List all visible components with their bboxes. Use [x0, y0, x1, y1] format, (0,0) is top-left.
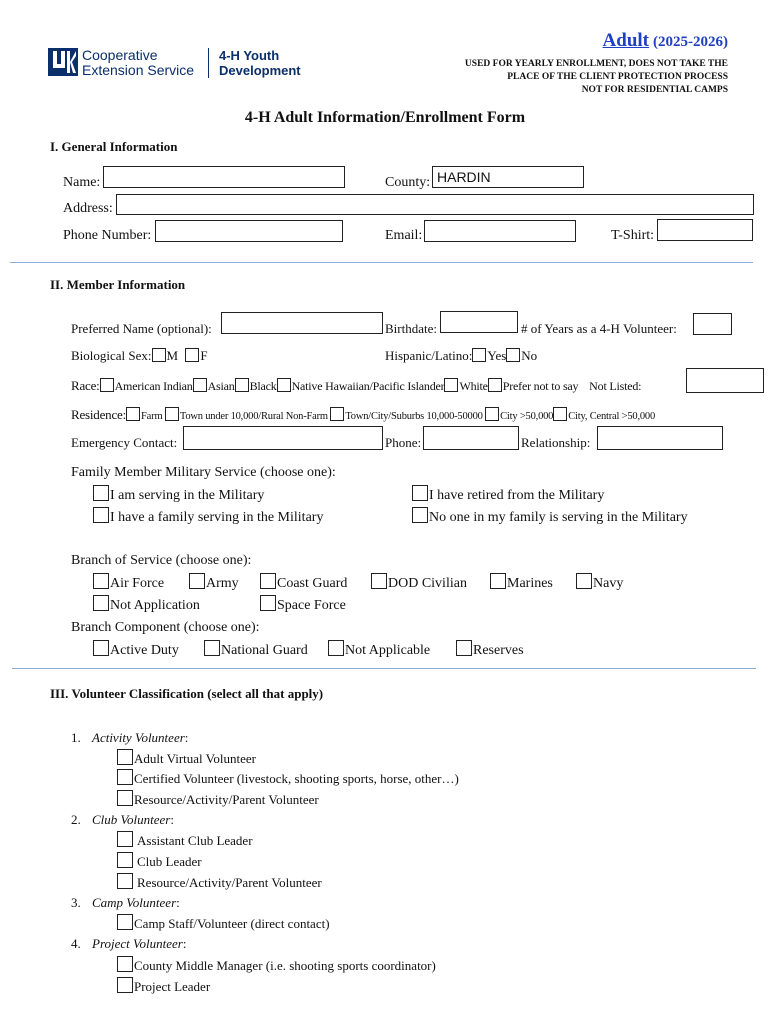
component-not-applicable-label: Not Applicable: [345, 643, 431, 658]
race-not-listed-label: Not Listed:: [589, 379, 642, 393]
phone-field[interactable]: [155, 220, 343, 242]
birthdate-label: Birthdate:: [385, 321, 437, 336]
section-general-heading: I. General Information: [50, 139, 178, 154]
hispanic-no-label: No: [521, 348, 538, 363]
tshirt-label: T-Shirt:: [611, 228, 655, 243]
branch-army-label: Army: [206, 576, 239, 591]
branch-navy-checkbox[interactable]: [576, 573, 592, 589]
component-national-guard-checkbox[interactable]: [204, 640, 220, 656]
logo-line-1: Cooperative: [82, 47, 158, 63]
notice-line-3: NOT FOR RESIDENTIAL CAMPS: [581, 85, 728, 95]
branch-air-force-label: Air Force: [110, 576, 165, 591]
vol-club-leader-label: Club Leader: [137, 854, 202, 869]
race-black-label: Black: [249, 379, 277, 393]
branch-army-checkbox[interactable]: [189, 573, 205, 589]
branch-not-application-label: Not Application: [110, 598, 200, 613]
uk-logo: [48, 48, 78, 81]
branch-coast-guard-label: Coast Guard: [277, 576, 348, 591]
county-field[interactable]: HARDIN: [432, 166, 584, 188]
vol-activity-resource-label: Resource/Activity/Parent Volunteer: [134, 792, 319, 807]
address-label: Address:: [63, 201, 113, 216]
race-asian-label: Asian: [207, 379, 235, 393]
logo-line-2: Extension Service: [82, 62, 195, 78]
component-reserves-checkbox[interactable]: [456, 640, 472, 656]
vol-certified-checkbox[interactable]: [117, 769, 133, 785]
race-native-hawaiian-label: Native Hawaiian/Pacific Islander: [291, 379, 445, 393]
bio-sex-label: Biological Sex:: [71, 348, 152, 363]
branch-space-force-checkbox[interactable]: [260, 595, 276, 611]
vol-project-leader-checkbox[interactable]: [117, 977, 133, 993]
residence-suburbs-label: Town/City/Suburbs 10,000-50000: [345, 411, 483, 422]
sex-f-label: F: [200, 348, 208, 363]
section-rule-2: [12, 668, 756, 669]
vol-project-leader-label: Project Leader: [134, 979, 211, 994]
race-black-checkbox[interactable]: [235, 378, 249, 392]
preferred-name-label: Preferred Name (optional):: [71, 321, 212, 336]
race-not-listed-field[interactable]: [686, 368, 764, 393]
residence-city-central-label: City, Central >50,000: [568, 411, 656, 422]
residence-city-checkbox[interactable]: [485, 407, 499, 421]
sex-m-label: M: [166, 348, 179, 363]
year-badge: (2025-2026): [653, 34, 728, 50]
relationship-field[interactable]: [597, 426, 723, 450]
component-active-label: Active Duty: [110, 643, 179, 658]
vol-club-resource-checkbox[interactable]: [117, 873, 133, 889]
section-member-heading: II. Member Information: [50, 277, 186, 292]
birthdate-field[interactable]: [440, 311, 518, 333]
residence-farm-checkbox[interactable]: [126, 407, 140, 421]
vol-activity-resource-checkbox[interactable]: [117, 790, 133, 806]
military-none-label: No one in my family is serving in the Military: [429, 510, 688, 525]
notice-text: [465, 58, 728, 97]
military-retired-checkbox[interactable]: [412, 485, 428, 501]
vol-group-3-title: Camp Volunteer: [92, 895, 177, 910]
vol-camp-staff-label: Camp Staff/Volunteer (direct contact): [134, 916, 330, 931]
residence-farm-label: Farm: [141, 411, 163, 422]
notice-line-1: USED FOR YEARLY ENROLLMENT, DOES NOT TAKE THE: [464, 59, 728, 69]
vol-middle-manager-checkbox[interactable]: [117, 956, 133, 972]
uk-mark-icon: [48, 48, 78, 76]
years-volunteer-label: # of Years as a 4-H Volunteer:: [521, 321, 677, 336]
race-label: Race:: [71, 378, 100, 393]
race-native-hawaiian-checkbox[interactable]: [277, 378, 291, 392]
relationship-label: Relationship:: [521, 435, 591, 450]
vol-adult-virtual-label: Adult Virtual Volunteer: [134, 751, 256, 766]
branch-navy-label: Navy: [593, 576, 624, 591]
residence-city-central-checkbox[interactable]: [553, 407, 567, 421]
logo-right-1: 4-H Youth: [219, 48, 280, 63]
residence-town-checkbox[interactable]: [165, 407, 179, 421]
vol-adult-virtual-checkbox[interactable]: [117, 749, 133, 765]
component-not-applicable-checkbox[interactable]: [328, 640, 344, 656]
hispanic-yes-label: Yes: [487, 348, 507, 363]
race-american-indian-label: American Indian: [114, 379, 193, 393]
military-serving-label: I am serving in the Military: [110, 488, 265, 503]
vol-club-resource-label: Resource/Activity/Parent Volunteer: [137, 875, 322, 890]
years-volunteer-field[interactable]: [693, 313, 732, 335]
hispanic-yes-checkbox[interactable]: [472, 348, 486, 362]
branch-not-application-checkbox[interactable]: [93, 595, 109, 611]
notice-line-2: PLACE OF THE CLIENT PROTECTION PROCESS: [507, 72, 728, 82]
residence-city-label: City >50,000: [500, 411, 554, 422]
military-serving-checkbox[interactable]: [93, 485, 109, 501]
address-field[interactable]: [116, 194, 754, 215]
component-reserves-label: Reserves: [473, 643, 524, 658]
preferred-name-field[interactable]: [221, 312, 383, 334]
residence-suburbs-checkbox[interactable]: [330, 407, 344, 421]
race-prefer-not-label: Prefer not to say: [502, 379, 579, 393]
branch-dod-civilian-label: DOD Civilian: [388, 576, 467, 591]
logo-right-2: Development: [219, 63, 301, 78]
tshirt-field[interactable]: [657, 219, 753, 241]
vol-camp-staff-checkbox[interactable]: [117, 914, 133, 930]
military-label: Family Member Military Service (choose one):: [71, 465, 336, 480]
residence-town-label: Town under 10,000/Rural Non-Farm: [179, 411, 328, 422]
ec-phone-label: Phone:: [385, 435, 422, 450]
branch-coast-guard-checkbox[interactable]: [260, 573, 276, 589]
section-volunteer-heading: III. Volunteer Classification (select all that apply): [50, 686, 324, 701]
vol-group-2-num: 2.: [71, 812, 81, 827]
vol-certified-label: Certified Volunteer (livestock, shooting sports, horse, other…): [134, 771, 459, 786]
component-label: Branch Component (choose one):: [71, 620, 260, 635]
military-none-checkbox[interactable]: [412, 507, 428, 523]
branch-marines-label: Marines: [507, 576, 553, 591]
race-american-indian-checkbox[interactable]: [100, 378, 114, 392]
hispanic-label: Hispanic/Latino:: [385, 348, 473, 363]
hispanic-no-checkbox[interactable]: [506, 348, 520, 362]
branch-air-force-checkbox[interactable]: [93, 573, 109, 589]
vol-group-1-num: 1.: [71, 730, 81, 745]
race-white-label: White: [459, 379, 488, 393]
section-rule-1: [10, 262, 753, 263]
vol-assistant-leader-label: Assistant Club Leader: [137, 833, 253, 848]
vol-group-4-num: 4.: [71, 936, 81, 951]
form-title: 4-H Adult Information/Enrollment Form: [244, 109, 526, 126]
sex-m-checkbox[interactable]: [152, 348, 166, 362]
vol-club-leader-checkbox[interactable]: [117, 852, 133, 868]
component-active-checkbox[interactable]: [93, 640, 109, 656]
vol-middle-manager-label: County Middle Manager (i.e. shooting sports coordinator): [134, 958, 436, 973]
branch-space-force-label: Space Force: [277, 598, 346, 613]
name-field[interactable]: [103, 166, 345, 188]
military-family-label: I have a family serving in the Military: [110, 510, 324, 525]
logo-divider: [208, 48, 209, 78]
race-white-checkbox[interactable]: [444, 378, 458, 392]
phone-label: Phone Number:: [63, 228, 152, 243]
adult-badge: Adult: [602, 30, 649, 51]
vol-group-3-num: 3.: [71, 895, 81, 910]
vol-group-1-title: Activity Volunteer: [92, 730, 185, 745]
branch-label: Branch of Service (choose one):: [71, 553, 252, 568]
branch-dod-civilian-checkbox[interactable]: [371, 573, 387, 589]
branch-marines-checkbox[interactable]: [490, 573, 506, 589]
email-field[interactable]: [424, 220, 576, 242]
component-national-guard-label: National Guard: [221, 643, 308, 658]
emergency-contact-label: Emergency Contact:: [71, 435, 178, 450]
vol-group-2-title: Club Volunteer: [92, 812, 171, 827]
race-prefer-not-checkbox[interactable]: [488, 378, 502, 392]
military-family-checkbox[interactable]: [93, 507, 109, 523]
email-label: Email:: [385, 228, 423, 243]
race-asian-checkbox[interactable]: [193, 378, 207, 392]
name-label: Name:: [63, 175, 101, 190]
vol-assistant-leader-checkbox[interactable]: [117, 831, 133, 847]
ec-phone-field[interactable]: [423, 426, 519, 450]
vol-group-4-title: Project Volunteer: [92, 936, 183, 951]
military-retired-label: I have retired from the Military: [429, 488, 605, 503]
emergency-contact-field[interactable]: [183, 426, 383, 450]
residence-label: Residence:: [71, 407, 127, 422]
county-label: County:: [385, 175, 431, 190]
sex-f-checkbox[interactable]: [185, 348, 199, 362]
